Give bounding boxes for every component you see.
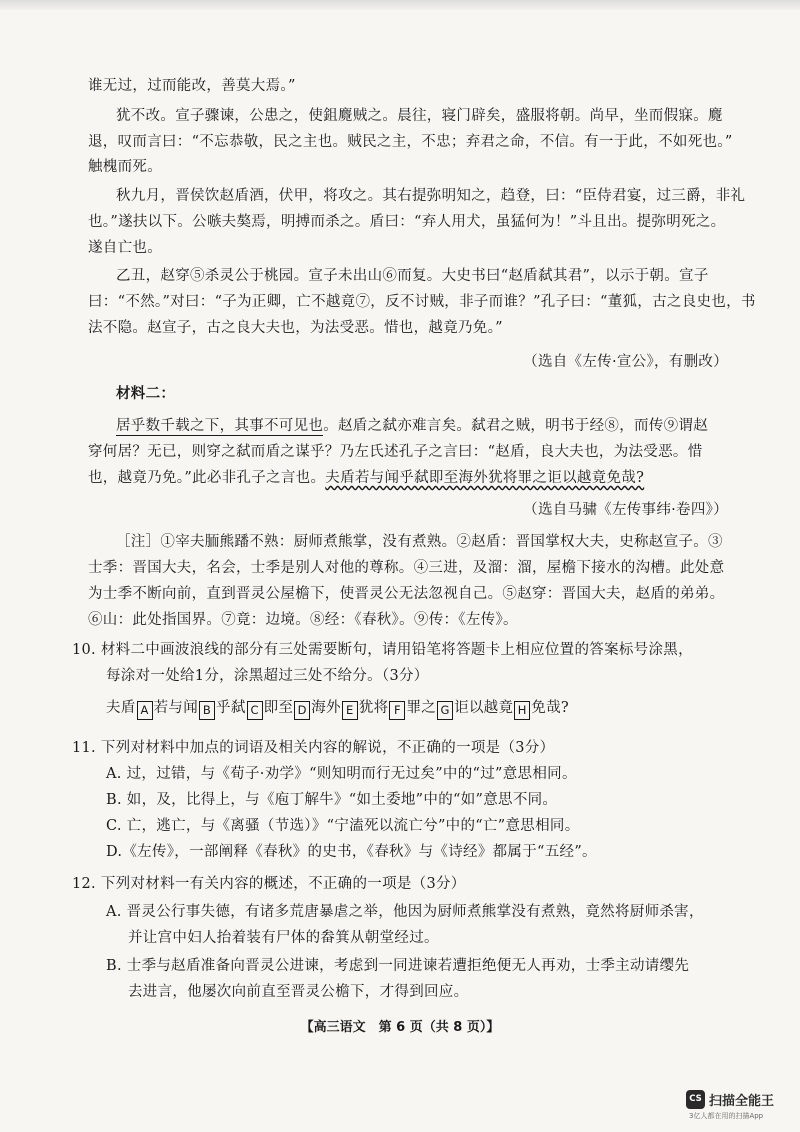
material-line [116,416,708,436]
note-line: ［注］①宰夫胹熊蹯不熟：厨师煮熊掌，没有煮熟。②赵盾：晋国掌权大夫，史称赵宣子。③ [116,534,723,550]
answer-option-a: A. 晋灵公行事失德，有诸多荒唐暴虐之举，他因为厨师煮熊掌没有煮熟，竟然将厨师杀害， [106,904,704,920]
answer-option-c: C. 亡，逃亡，与《离骚（节选）》“宁溘死以流亡兮”中的“亡”意思相同。 [106,818,580,834]
answer-option-d: D.《左传》，一部阐释《春秋》的史书，《春秋》与《诗经》都属于“五经”。 [106,844,597,860]
sentence-segment: 讵以越竟 [454,700,514,716]
material-text: 。赵盾之弑亦难言矣。弑君之贼，明书于经⑧，而传⑨谓赵 [323,418,709,434]
sentence-segment: 即至 [263,700,294,716]
passage-line: 法不隐。赵宣子，古之良大夫也，为法受恶。惜也，越竟乃免。” [88,320,503,336]
option-box-f: F [389,701,405,720]
option-box-c: C [247,701,263,720]
option-box-a: A [137,701,153,720]
option-box-g: G [437,701,453,720]
passage-line: 谁无过，过而能改，善莫大焉。” [88,78,296,94]
passage-line: 乙丑，赵穿⑤杀灵公于桃园。宣子未出山⑥而复。大史书曰“赵盾弑其君”，以示于朝。宣子 [116,268,709,284]
sentence-segment: 罪之 [406,700,437,716]
page-footer: 【高三语文 第 6 页（共 8 页）】 [300,1020,500,1035]
material-text: 也，越竟乃免。”此必非孔子之言也。 [88,470,326,486]
sentence-segment: 若与闻 [153,700,199,716]
option-box-e: E [342,701,358,720]
sentence-segment: 犹将 [358,700,389,716]
watermark-name: 扫描全能王 [709,1094,775,1109]
answer-option-b-cont: 去进言，他屡次向前直至晋灵公檐下，才得到回应。 [128,984,469,1000]
material-line: 穿何居？无已，则穿之弑而盾之谋乎？乃左氏述孔子之言曰：“赵盾，良大夫也，为法受恶。惜 [88,444,703,460]
source-citation: （选自《左传·宣公》，有删改） [523,354,728,370]
question-stem: 每涂对一处给1分，涂黑超过三处不给分。（3分） [106,668,429,684]
passage-line: 遂自亡也。 [88,240,162,256]
wavy-underlined-sentence: 夫盾若与闻乎弑即至海外犹将罪之讵以越竟免哉? [325,470,645,486]
passage-line: 秋九月，晋侯饮赵盾酒，伏甲，将攻之。其右提弥明知之，趋登，曰：“臣侍君宴，过三爵，非礼 [116,188,746,204]
passage-line: 也。”遂扶以下。公嗾夫獒焉，明搏而杀之。盾曰：“弃人用犬，虽猛何为！”斗且出。提弥明死之。 [88,214,726,230]
note-line: 士季：晋国大夫，名会，士季是别人对他的尊称。④三进，及溜：溜，屋檐下接水的沟槽。此处意 [88,560,725,576]
sentence-segment: 海外 [311,700,341,716]
sentence-segment: 免哉? [531,700,569,716]
question-stem: 12. 下列对材料一有关内容的概述，不正确的一项是（3分） [72,876,466,892]
passage-line: 犹不改。宣子骤谏，公患之，使鉏麑贼之。晨往，寝门辟矣，盛服将朝。尚早，坐而假寐。麑 [116,108,723,124]
answer-option-b: B. 如，及，比得上，与《庖丁解牛》“如土委地”中的“如”意思不同。 [106,792,558,808]
material-heading: 材料二： [116,385,176,402]
material-line [88,468,644,488]
note-line: 为士季不断向前，直到晋灵公屋檐下，使晋灵公无法忽视自己。⑤赵穿：晋国大夫，赵盾的弟弟。 [88,586,725,602]
question-stem: 10. 材料二中画波浪线的部分有三处需要断句，请用铅笔将答题卡上相应位置的答案标号涂黑， [72,642,693,658]
watermark-tagline: 3亿人都在用的扫描App [689,1112,764,1120]
passage-line: 触槐而死。 [88,159,162,175]
question-stem: 11. 下列对材料中加点的词语及相关内容的解说，不正确的一项是（3分） [72,740,555,756]
option-box-b: B [199,701,215,720]
answer-option-a: A. 过，过错，与《荀子·劝学》“则知明而行无过矣”中的“过”意思相同。 [106,766,577,782]
sentence-segment: 夫盾 [106,700,136,716]
sentence-break-options [106,698,569,720]
sentence-segment: 乎弑 [216,700,246,716]
scan-edge [0,0,800,10]
underlined-sentence: 居乎数千载之下，其事不可见也 [116,418,324,434]
note-line: ⑥山：此处指国界。⑦竟：边境。⑧经：《春秋》。⑨传：《左传》。 [88,612,518,628]
passage-line: 曰：“不然。”对曰：“子为正卿，亡不越竟⑦，反不讨贼，非子而谁？”孔子曰：“董狐，古之良史也，书 [88,294,756,310]
cs-logo-icon: CS [686,1090,705,1109]
answer-option-b: B. 士季与赵盾准备向晋灵公进谏，考虑到一同进谏若遭拒绝便无人再劝，士季主动请缨先 [106,958,690,974]
option-box-d: D [294,701,310,720]
answer-option-a-cont: 并让宫中妇人抬着装有尸体的畚箕从朝堂经过。 [128,930,439,946]
option-box-h: H [514,701,530,720]
passage-line: 退，叹而言曰：“不忘恭敬，民之主也。贼民之主，不忠；弃君之命，不信。有一于此，不如死也。” [88,134,733,150]
source-citation: （选自马骕《左传事纬·卷四》） [523,502,728,518]
